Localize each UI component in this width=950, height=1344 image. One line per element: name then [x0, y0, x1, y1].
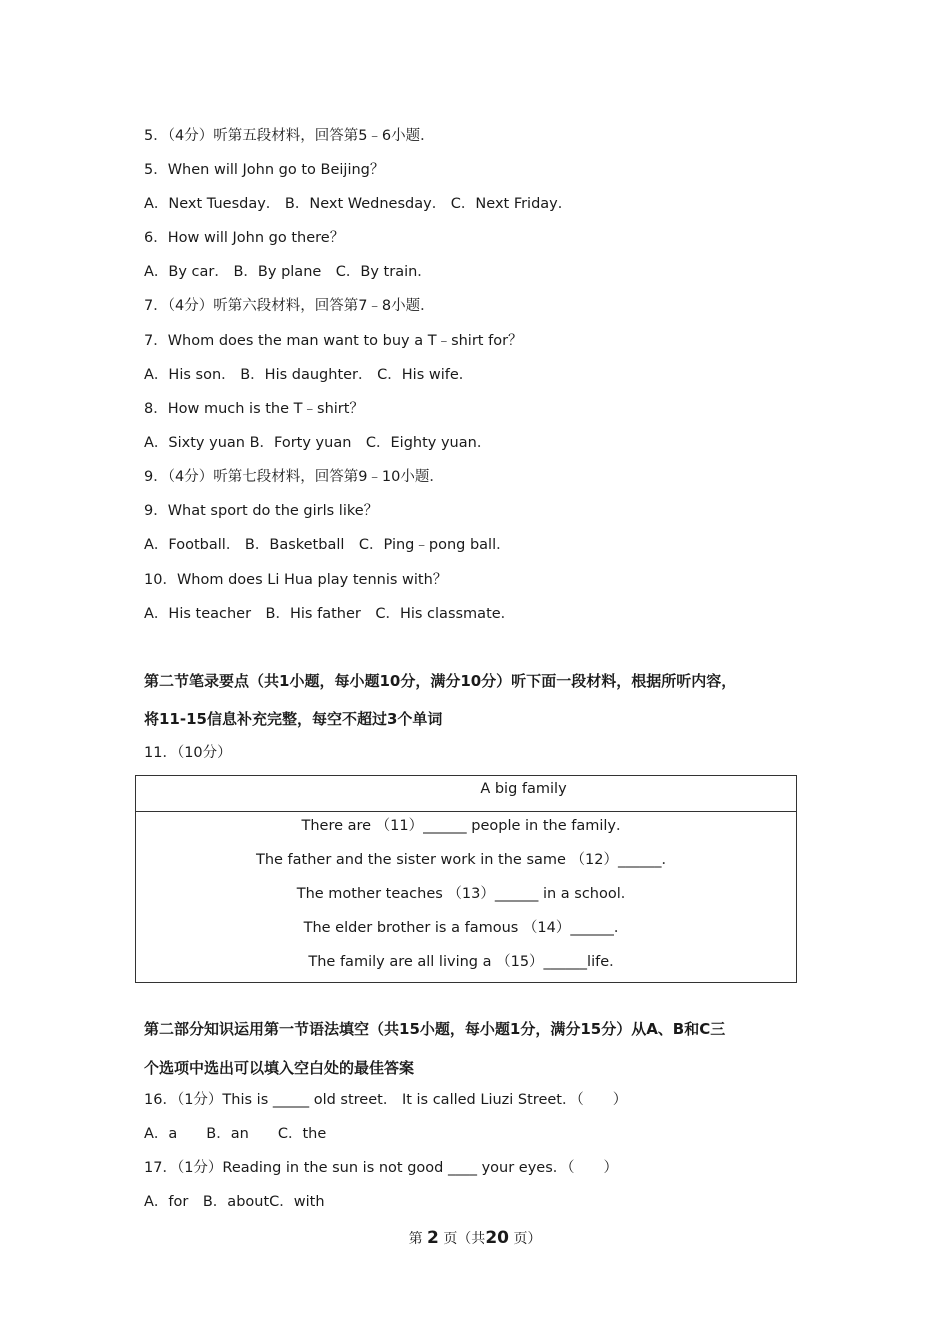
footer-middle: 页（共 [443, 1231, 486, 1247]
question-5-6-header: 5．（4分）听第五段材料，回答第5﹣6小题． [144, 128, 435, 144]
question-9-options: A．Football． B．Basketball C．Ping﹣pong ball． [144, 537, 511, 553]
question-6: 6．How will John go there？ [144, 230, 345, 246]
question-6-options: A．By car． B．By plane C．By train． [144, 264, 432, 280]
big-family-table [135, 775, 797, 983]
question-7-8-header: 7．（4分）听第六段材料，回答第7﹣8小题． [144, 298, 435, 314]
page-number: 2 [427, 1228, 439, 1248]
table-title: A big family [136, 776, 796, 812]
question-9: 9．What sport do the girls like？ [144, 503, 379, 519]
table-row: There are （11）______ people in the family． [301, 818, 631, 834]
question-5: 5．When will John go to Beijing？ [144, 162, 385, 178]
section3-heading-line1: 第二部分知识运用第一节语法填空（共15小题，每小题1分，满分15分）从A、B和C三 [144, 1020, 726, 1038]
footer-suffix: 页） [513, 1231, 542, 1247]
question-16-options: A．a B．an C．the [144, 1126, 327, 1142]
section2-heading-line2: 将11-15信息补充完整，每空不超过3个单词 [144, 710, 443, 728]
section3-heading-line2: 个选项中选出可以填入空白处的最佳答案 [144, 1059, 415, 1077]
table-row: The mother teaches （13）______ in a school． [296, 886, 636, 902]
section2-heading-line1: 第二节笔录要点（共1小题，每小题10分，满分10分）听下面一段材料，根据所听内容， [144, 672, 737, 690]
question-7: 7．Whom does the man want to buy a T﹣shirt for？ [144, 333, 523, 349]
question-17: 17．（1分）Reading in the sun is not good ____ your eyes．（ ） [144, 1160, 619, 1176]
question-10-options: A．His teacher B．His father C．His classmate． [144, 606, 516, 622]
table-row: The father and the sister work in the same （12）______． [255, 852, 677, 868]
question-8-options: A．Sixty yuan B．Forty yuan C．Eighty yuan． [144, 435, 492, 451]
table-row: The family are all living a （15）______life． [308, 954, 624, 970]
footer-prefix: 第 [408, 1231, 423, 1247]
table-row: The elder brother is a famous （14）______． [303, 920, 629, 936]
total-pages: 20 [485, 1228, 509, 1248]
question-7-options: A．His son． B．His daughter． C．His wife． [144, 367, 474, 383]
question-17-options: A．for B．aboutC．with [144, 1194, 325, 1210]
page-footer [0, 1228, 950, 1248]
question-16: 16．（1分）This is _____ old street． It is called Liuzi Street．（ ） [144, 1092, 628, 1108]
question-11: 11．（10分） [144, 745, 232, 761]
question-8: 8．How much is the T﹣shirt？ [144, 401, 364, 417]
question-9-10-header: 9．（4分）听第七段材料，回答第9﹣10小题． [144, 469, 444, 485]
question-10: 10．Whom does Li Hua play tennis with？ [144, 572, 448, 588]
question-5-options: A．Next Tuesday． B．Next Wednesday． C．Next Friday． [144, 196, 573, 212]
